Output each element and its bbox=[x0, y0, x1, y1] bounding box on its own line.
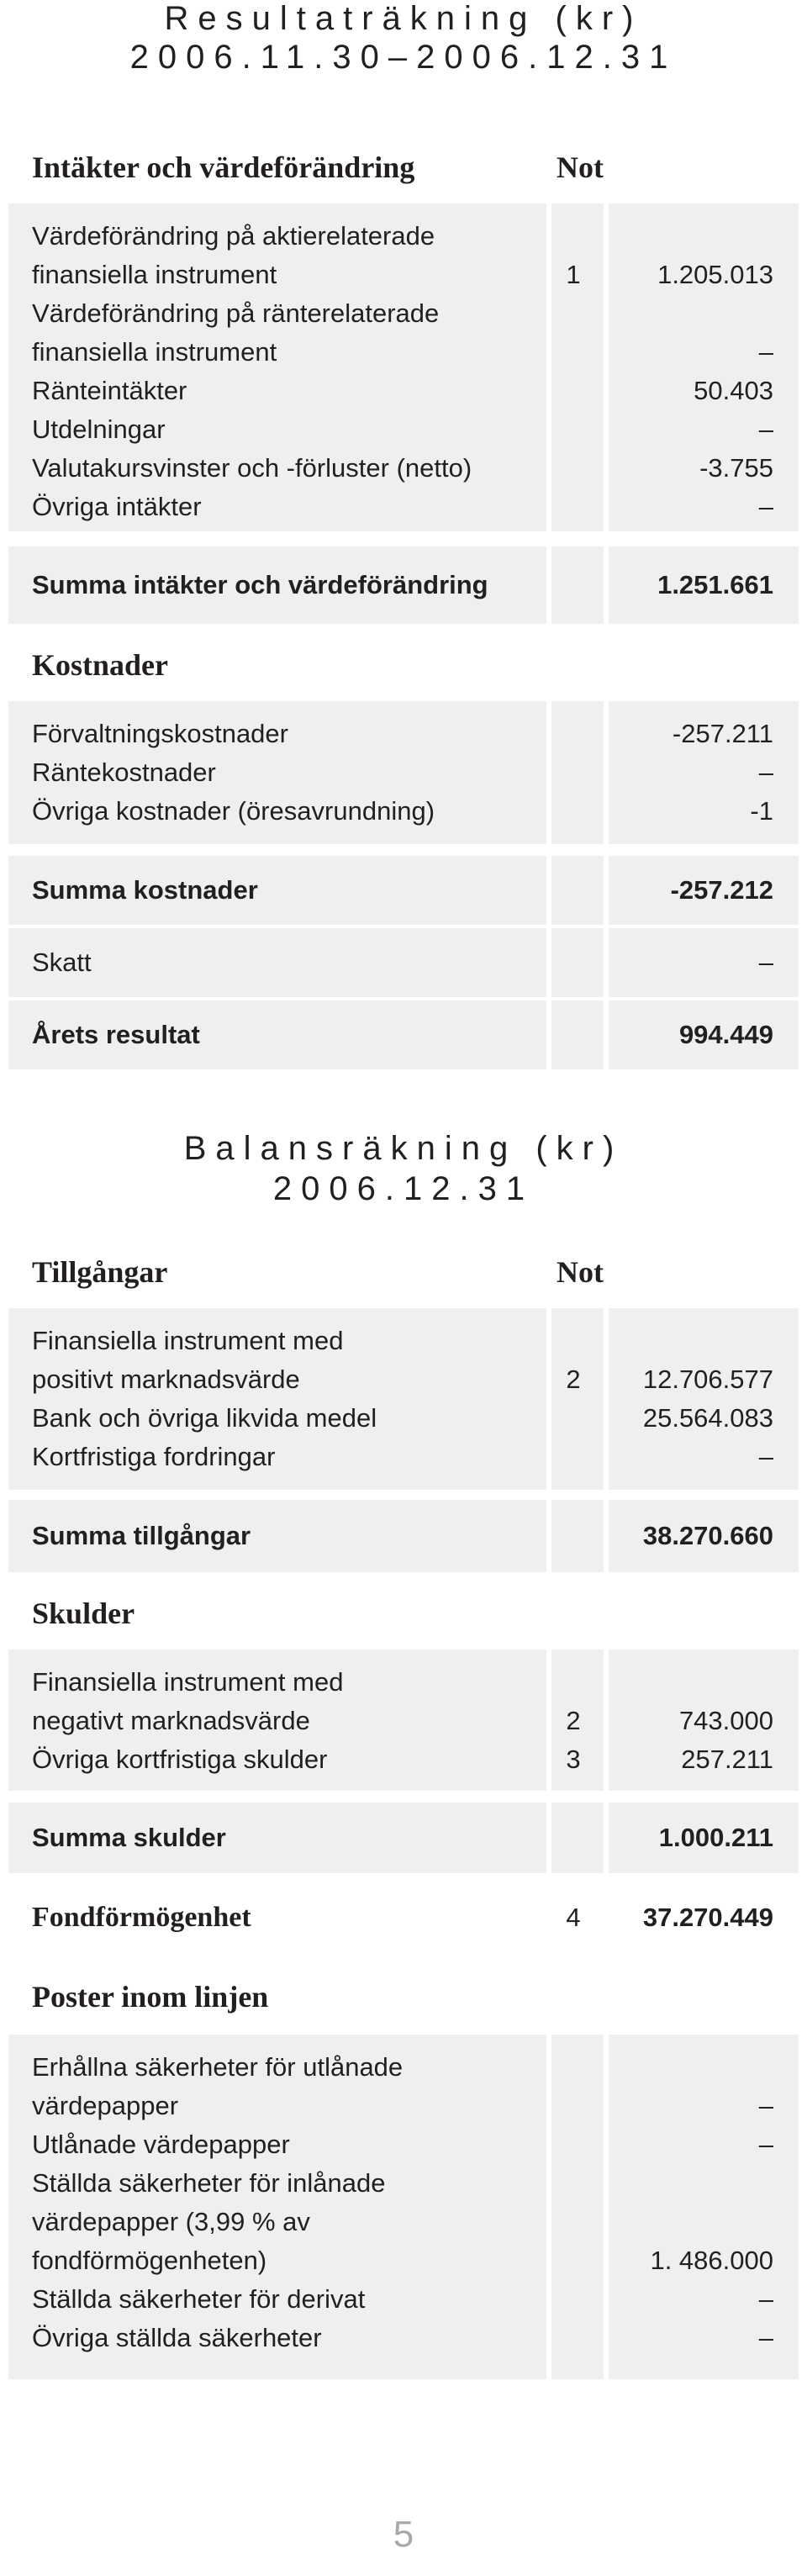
row-label: Bank och övriga likvida medel bbox=[32, 1403, 377, 1433]
table-row bbox=[8, 449, 799, 488]
row-label: Utdelningar bbox=[32, 414, 166, 444]
asset-rows-block bbox=[8, 1308, 799, 1490]
table-row bbox=[8, 1702, 799, 1740]
sum-assets-label: Summa tillgångar bbox=[32, 1521, 251, 1550]
row-amount: 25.564.083 bbox=[642, 1403, 773, 1433]
balance-sheet-date: 2006.12.31 bbox=[272, 1170, 535, 1207]
row-label: Finansiella instrument med bbox=[32, 1667, 344, 1697]
sum-liabilities-row bbox=[8, 1819, 799, 1857]
section-income-heading: Intäkter och värdeförändring bbox=[32, 150, 415, 184]
not-column-header: Not bbox=[556, 150, 604, 184]
row-amount: -3.755 bbox=[699, 453, 773, 483]
table-row bbox=[8, 294, 799, 333]
row-label: finansiella instrument bbox=[32, 260, 277, 289]
sum-income-row bbox=[8, 566, 799, 604]
row-label: Finansiella instrument med bbox=[32, 1326, 344, 1355]
tax-block bbox=[8, 928, 799, 997]
row-amount: 50.403 bbox=[694, 376, 773, 405]
row-amount: 257.211 bbox=[681, 1745, 773, 1774]
row-label: fondförmögenheten) bbox=[32, 2246, 267, 2275]
table-row bbox=[8, 256, 799, 294]
row-not: 3 bbox=[566, 1745, 581, 1774]
table-row bbox=[8, 753, 799, 792]
section-assets-heading: Tillgångar bbox=[32, 1255, 168, 1289]
sum-income-block bbox=[8, 546, 799, 624]
row-label: Ränteintäkter bbox=[32, 376, 187, 405]
table-row bbox=[8, 488, 799, 526]
table-row bbox=[8, 1740, 799, 1779]
row-label: Utlånade värdepapper bbox=[32, 2130, 290, 2159]
sum-assets-row bbox=[8, 1517, 799, 1555]
row-amount: – bbox=[758, 2130, 773, 2159]
table-row bbox=[8, 333, 799, 372]
row-label: Förvaltningskostnader bbox=[32, 719, 288, 748]
table-row bbox=[8, 2164, 799, 2203]
section-costs-heading: Kostnader bbox=[32, 648, 168, 682]
tax-row bbox=[8, 943, 799, 982]
table-row bbox=[8, 715, 799, 753]
row-label: Värdeförändring på aktierelaterade bbox=[32, 221, 435, 251]
row-label: Valutakursvinster och -förluster (netto) bbox=[32, 453, 472, 483]
row-label: positivt marknadsvärde bbox=[32, 1365, 300, 1394]
row-amount: 12.706.577 bbox=[642, 1365, 773, 1394]
row-amount: -257.211 bbox=[672, 719, 773, 748]
sum-costs-label: Summa kostnader bbox=[32, 875, 258, 905]
income-statement-title: Resultaträkning (kr) bbox=[164, 0, 643, 37]
section-off-balance-heading: Poster inom linjen bbox=[32, 1980, 269, 2014]
sum-income-label: Summa intäkter och värdeförändring bbox=[32, 570, 488, 599]
table-row bbox=[8, 410, 799, 449]
fund-assets-label: Fondförmögenhet bbox=[32, 1902, 251, 1933]
table-row bbox=[8, 2241, 799, 2280]
row-label: Värdeförändring på ränterelaterade bbox=[32, 298, 440, 328]
result-amount: 994.449 bbox=[678, 1020, 773, 1049]
row-amount: 1.205.013 bbox=[657, 260, 773, 289]
row-label: Övriga ställda säkerheter bbox=[32, 2323, 322, 2352]
row-label: Erhållna säkerheter för utlånade bbox=[32, 2052, 404, 2082]
tax-label: Skatt bbox=[32, 948, 92, 977]
table-row bbox=[8, 2048, 799, 2087]
balance-sheet-title: Balansräkning (kr) bbox=[183, 1130, 624, 1167]
tax-amount: – bbox=[758, 948, 773, 977]
sum-costs-amount: -257.212 bbox=[670, 875, 773, 905]
row-amount: – bbox=[758, 337, 773, 367]
income-statement-period: 2006.11.30–2006.12.31 bbox=[129, 39, 678, 76]
row-amount: 743.000 bbox=[678, 1706, 773, 1735]
row-label: Övriga intäkter bbox=[32, 492, 202, 521]
row-amount: – bbox=[758, 1442, 773, 1471]
liability-rows-block bbox=[8, 1650, 799, 1791]
table-row bbox=[8, 1438, 799, 1476]
table-row bbox=[8, 2125, 799, 2164]
row-not: 2 bbox=[566, 1706, 581, 1735]
table-row bbox=[8, 1360, 799, 1399]
table-row bbox=[8, 1322, 799, 1360]
sum-income-amount: 1.251.661 bbox=[657, 570, 773, 599]
sum-liabilities-amount: 1.000.211 bbox=[658, 1823, 773, 1852]
sum-assets-block bbox=[8, 1500, 799, 1572]
sum-liabilities-block bbox=[8, 1803, 799, 1873]
table-row bbox=[8, 2203, 799, 2241]
table-row bbox=[8, 792, 799, 831]
row-label: Övriga kostnader (öresavrundning) bbox=[32, 796, 435, 826]
result-label: Årets resultat bbox=[32, 1020, 200, 1049]
row-amount: – bbox=[758, 492, 773, 521]
row-amount: – bbox=[758, 2284, 773, 2314]
sum-liabilities-label: Summa skulder bbox=[32, 1823, 226, 1852]
table-row bbox=[8, 1399, 799, 1438]
income-rows-block bbox=[8, 203, 799, 531]
fund-assets-amount: 37.270.449 bbox=[642, 1903, 773, 1932]
row-label: Ställda säkerheter för derivat bbox=[32, 2284, 366, 2314]
table-row bbox=[8, 2280, 799, 2319]
row-label: värdepapper (3,99 % av bbox=[32, 2207, 310, 2236]
result-row bbox=[8, 1016, 799, 1054]
off-balance-rows-block bbox=[8, 2035, 799, 2379]
sum-costs-block bbox=[8, 856, 799, 925]
table-row bbox=[8, 372, 799, 410]
row-label: Kortfristiga fordringar bbox=[32, 1442, 276, 1471]
sum-assets-amount: 38.270.660 bbox=[642, 1521, 773, 1550]
row-label: Övriga kortfristiga skulder bbox=[32, 1745, 328, 1774]
row-amount: 1. 486.000 bbox=[650, 2246, 773, 2275]
row-amount: – bbox=[758, 757, 773, 787]
fund-assets-row bbox=[8, 1898, 799, 1937]
not-column-header-balance: Not bbox=[556, 1255, 604, 1289]
row-amount: -1 bbox=[750, 796, 773, 826]
table-row bbox=[8, 2319, 799, 2357]
result-block bbox=[8, 1000, 799, 1069]
row-not: 2 bbox=[566, 1365, 581, 1394]
row-label: finansiella instrument bbox=[32, 337, 277, 367]
row-label: Räntekostnader bbox=[32, 757, 216, 787]
row-amount: – bbox=[758, 2091, 773, 2120]
sum-costs-row bbox=[8, 871, 799, 910]
table-row bbox=[8, 217, 799, 256]
table-row bbox=[8, 2087, 799, 2125]
row-label: negativt marknadsvärde bbox=[32, 1706, 310, 1735]
row-label: Ställda säkerheter för inlånade bbox=[32, 2168, 386, 2198]
section-liabilities-heading: Skulder bbox=[32, 1597, 135, 1630]
page-number: 5 bbox=[393, 2514, 414, 2555]
row-amount: – bbox=[758, 2323, 773, 2352]
cost-rows-block bbox=[8, 701, 799, 844]
table-row bbox=[8, 1663, 799, 1702]
row-amount: – bbox=[758, 414, 773, 444]
row-label: värdepapper bbox=[32, 2091, 179, 2120]
fund-assets-not: 4 bbox=[566, 1903, 581, 1932]
row-not: 1 bbox=[566, 260, 581, 289]
